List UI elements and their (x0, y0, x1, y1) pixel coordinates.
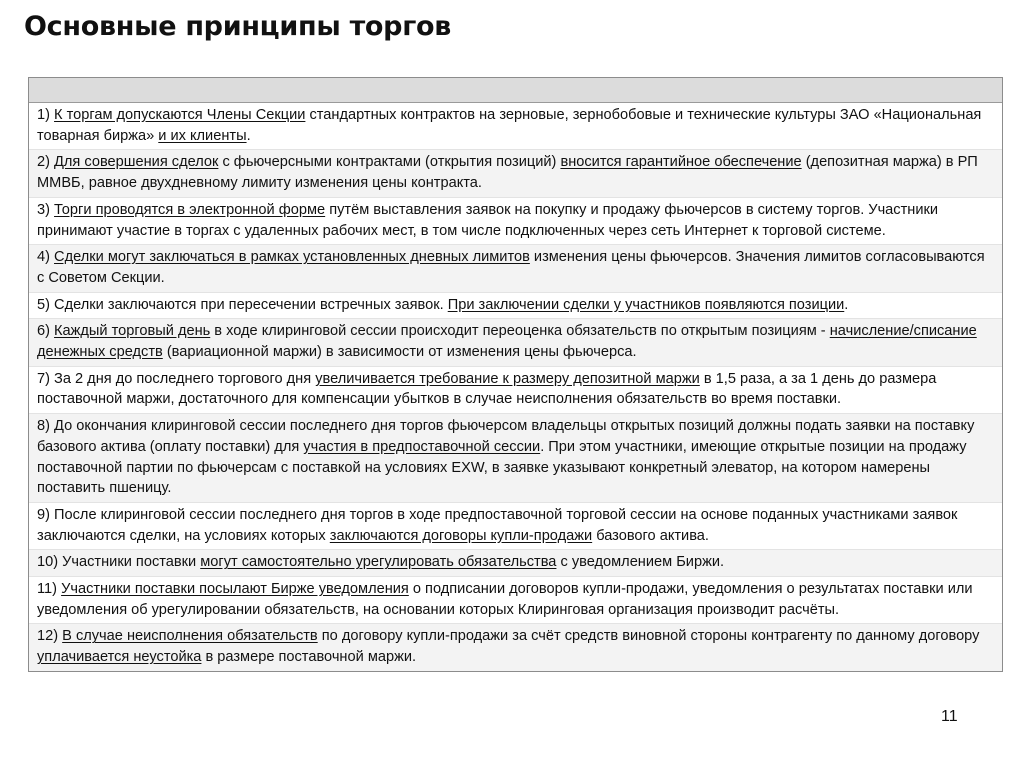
table-row (29, 244, 1002, 291)
underlined-text: увеличивается требование к размеру депозитной маржи (315, 370, 700, 387)
table-body (29, 103, 1002, 671)
underlined-text: Торги проводятся в электронной форме (54, 201, 326, 218)
underlined-text: Каждый торговый день (54, 323, 211, 340)
table-row (29, 366, 1002, 413)
underlined-text: и их клиенты (158, 127, 247, 144)
table-row (29, 103, 1002, 149)
underlined-text: участия в предпоставочной сессии (303, 438, 541, 455)
table-row (29, 623, 1002, 670)
row-text: изменения цены фьючерсов. Значения лимитов согласовываются с Советом Секции. (37, 249, 985, 286)
row-text: 7) За 2 дня до последнего торгового дня (37, 370, 316, 387)
row-text: в ходе клиринговой сессии происходит переоценка обязательств по открытым позициям - (210, 323, 830, 340)
table-row (29, 576, 1002, 623)
table-row (29, 149, 1002, 196)
row-text: с уведомлением Биржи. (556, 554, 725, 571)
table-row (29, 549, 1002, 576)
row-text: 1) (37, 107, 55, 123)
row-text: 12) (37, 628, 63, 645)
row-text: 4) (37, 249, 55, 266)
underlined-text: вносится гарантийное обеспечение (560, 154, 802, 171)
row-text: 9) После клиринговой сессии последнего дня торгов в ходе предпоставочной торговой сессии на основе поданных участниками заявок заключаются сделки, на условиях которых (37, 506, 958, 544)
row-text: 8) До окончания клиринговой сессии последнего дня торгов фьючерсом владельцы открытых позиций должны подать заявки на поставку базового актива (оплату поставки) для (37, 418, 975, 455)
underlined-text: могут самостоятельно урегулировать обязательства (200, 554, 557, 571)
table-row (29, 502, 1002, 549)
table-row (29, 292, 1002, 319)
table-header (29, 78, 1002, 103)
underlined-text: В случае неисполнения обязательств (62, 628, 318, 645)
row-text: 11) (37, 581, 62, 598)
principles-table (28, 77, 1003, 672)
row-text: по договору купли-продажи за счёт средств виновной стороны контрагенту по данному договору (317, 628, 980, 645)
row-text: путём выставления заявок на покупку и продажу фьючерсов в систему торгов. Участники принимают участие в торгах с удаленных рабочих мест, в том числе подключенных через сеть Интернет к торговой системе. (37, 201, 939, 239)
row-text: . (844, 296, 849, 313)
page-number: 11 (941, 708, 958, 725)
slide-title: Основные принципы торгов (24, 11, 452, 42)
row-text: стандартных контрактов на зерновые, зернобобовые и технические культуры ЗАО «Национальная товарная биржа» (37, 107, 982, 144)
underlined-text: Участники поставки посылают Бирже уведомления (61, 581, 409, 598)
row-text: (депозитная маржа) в РП ММВБ, равное двухдневному лимиту изменения цены контракта. (37, 154, 978, 192)
row-text: в 1,5 раза, а за 1 день до размера поставочной маржи, достаточного для компенсации убытков в случае неисполнения обязательств во время поставки. (37, 370, 937, 408)
row-text: с фьючерсными контрактами (открытия позиций) (218, 154, 561, 171)
row-text: 6) (37, 323, 55, 340)
underlined-text: К торгам допускаются Члены Секции (54, 107, 306, 123)
row-text: (вариационной маржи) в зависимости от изменения цены фьючерса. (162, 344, 637, 361)
underlined-text: Для совершения сделок (54, 154, 219, 171)
row-text: в размере поставочной маржи. (201, 649, 417, 666)
row-text: 3) (37, 201, 55, 218)
row-text: . (246, 127, 251, 144)
row-text: 10) Участники поставки (37, 554, 201, 571)
row-text: 2) (37, 154, 55, 171)
underlined-text: заключаются договоры купли-продажи (329, 527, 593, 544)
underlined-text: уплачивается неустойка (37, 649, 202, 666)
table-row (29, 318, 1002, 365)
underlined-text: Сделки могут заключаться в рамках установленных дневных лимитов (54, 249, 530, 266)
underlined-text: При заключении сделки у участников появляются позиции (447, 296, 845, 313)
underlined-text: начисление/списание денежных средств (37, 323, 977, 361)
table-row (29, 413, 1002, 502)
row-text: 5) Сделки заключаются при пересечении встречных заявок. (37, 296, 448, 313)
row-text: . При этом участники, имеющие открытые позиции на продажу поставочной партии по фьючерсам с поставкой на условиях EXW, в заявке указывают конкретный элеватор, на котором намерены поставить пшеницу. (37, 438, 967, 497)
row-text: базового актива. (592, 527, 709, 544)
table-row (29, 197, 1002, 244)
row-text: о подписании договоров купли-продажи, уведомления о результатах поставки или уведомления об урегулировании обязательств, на основании которых Клиринговая организация производит расчёты. (37, 581, 973, 618)
